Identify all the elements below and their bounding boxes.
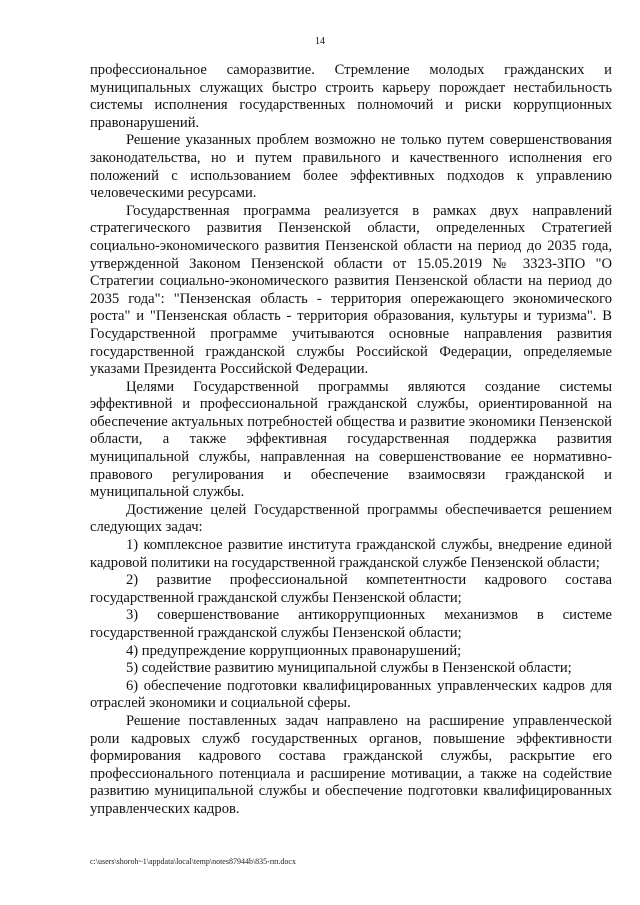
paragraph: Решение указанных проблем возможно не только путем совершенствования законодательства, но и путем правильного и качественного исполнения его положений с использованием более эффективных подходов к управлению человеческими ресурсами. — [90, 132, 612, 202]
paragraph: Государственная программа реализуется в рамках двух направлений стратегического развития Пензенской области, определенных Стратегией социально-экономического развития Пензенской области на период до 2035 года, утвержденной Законом Пензенской области от 15.05.2019 № 3323-ЗПО "О Стратегии социально-экономического развития Пензенской области на период до 2035 года": "Пензенская область - территория опережающего экономического роста" и "Пензенская область - территория образования, культуры и туризма". В Государственной программе учитываются основные направления развития государственной гражданской службы Российской Федерации, определяемые указами Президента Российской Федерации. — [90, 202, 612, 378]
list-item: 2) развитие профессиональной компетентности кадрового состава государственной гражданской службы Пензенской области; — [90, 572, 612, 606]
footer-file-path: c:\users\shoroh~1\appdata\local\temp\notes87944b\835-пп.docx — [90, 857, 296, 866]
paragraph: профессиональное саморазвитие. Стремление молодых гражданских и муниципальных служащих быстро строить карьеру порождает нестабильность системы исполнения государственных полномочий и риски коррупционных правонарушений. — [90, 62, 612, 131]
list-item: 5) содействие развитию муниципальной службы в Пензенской области; — [126, 660, 572, 677]
paragraph: Целями Государственной программы являются создание системы эффективной и профессиональной гражданской службы, ориентированной на обеспечение актуальных потребностей общества и развитие экономики Пензенской области, а также эффективная государственная поддержка развития муниципальной службы, направленная на совершенствование ее нормативно-правового регулирования и обеспечение взаимосвязи гражданской и муниципальной службы. — [90, 378, 612, 501]
list-item: 1) комплексное развитие института гражданской службы, внедрение единой кадровой политики на государственной гражданской службе Пензенской области; — [90, 537, 612, 571]
paragraph: Достижение целей Государственной программы обеспечивается решением следующих задач: — [90, 501, 612, 536]
list-item: 3) совершенствование антикоррупционных механизмов в системе государственной гражданской службы Пензенской области; — [90, 607, 612, 641]
page-number: 14 — [315, 36, 325, 47]
list-item: 4) предупреждение коррупционных правонарушений; — [126, 642, 462, 659]
document-body — [90, 62, 612, 819]
list-item: 6) обеспечение подготовки квалифицированных управленческих кадров для отраслей экономики и социальной сферы. — [90, 677, 612, 712]
paragraph: Решение поставленных задач направлено на расширение управленческой роли кадровых служб государственных органов, повышение эффективности формирования кадрового состава гражданской службы, раскрытие его профессионального потенциала и расширение мотивации, а также на содействие развитию муниципальной службы и обеспечение подготовки квалифицированных управленческих кадров. — [90, 712, 612, 817]
